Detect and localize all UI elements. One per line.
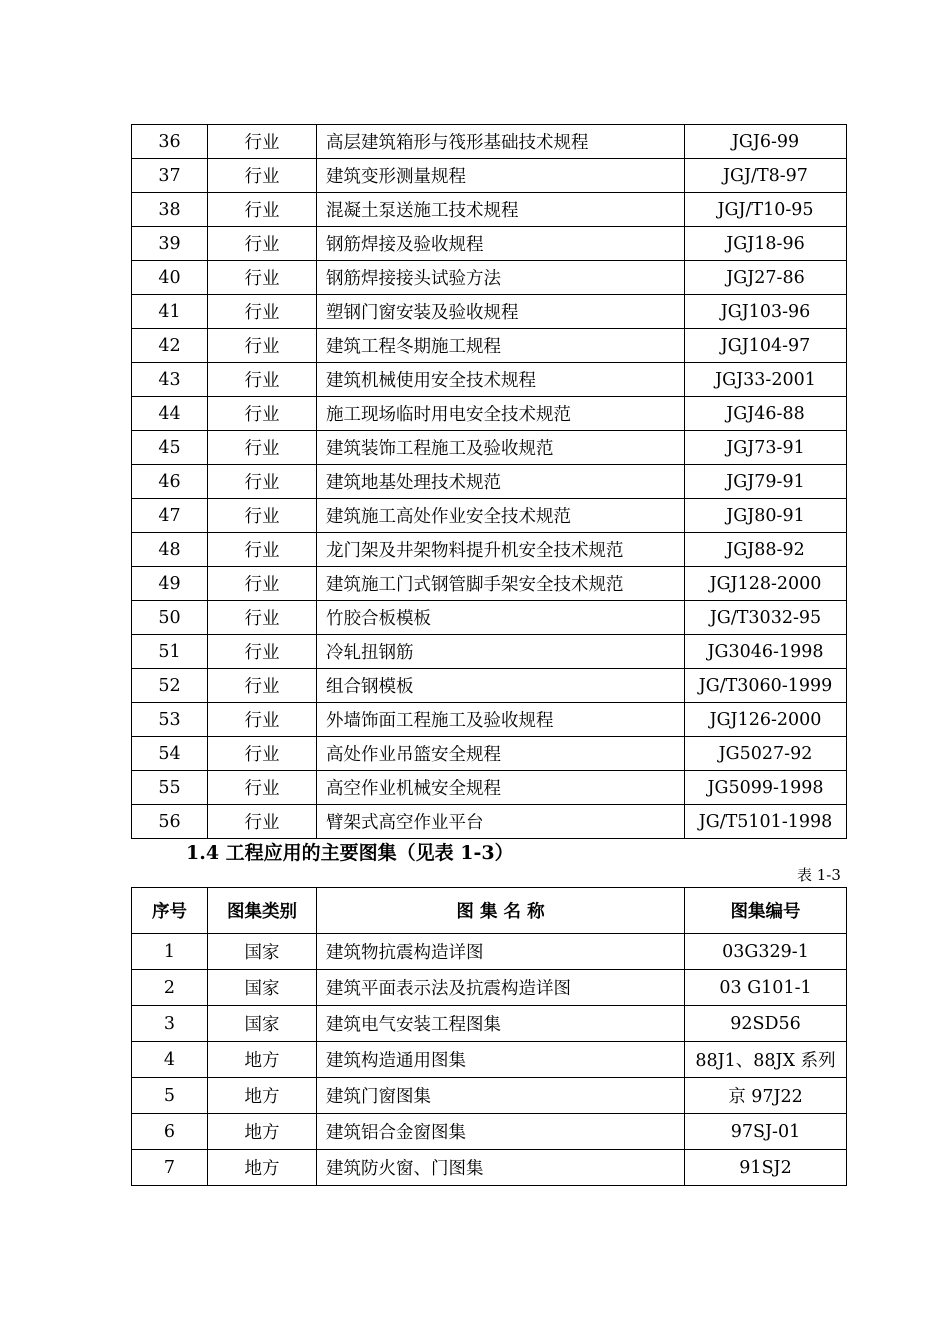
row-number: 47 <box>132 499 208 533</box>
row-category: 行业 <box>208 465 317 499</box>
row-name: 钢筋焊接接头试验方法 <box>317 261 685 295</box>
row-name: 建筑施工门式钢管脚手架安全技术规范 <box>317 567 685 601</box>
row-name: 建筑电气安装工程图集 <box>317 1006 685 1042</box>
row-code: JG/T3060-1999 <box>685 669 847 703</box>
row-category: 行业 <box>208 669 317 703</box>
row-category: 行业 <box>208 567 317 601</box>
row-name: 建筑工程冬期施工规程 <box>317 329 685 363</box>
row-category: 行业 <box>208 737 317 771</box>
row-code: JGJ46-88 <box>685 397 847 431</box>
row-code: 88J1、88JX 系列 <box>685 1042 847 1078</box>
row-number: 38 <box>132 193 208 227</box>
table-row <box>132 771 847 805</box>
table-row <box>132 465 847 499</box>
row-code: JG5027-92 <box>685 737 847 771</box>
row-category: 国家 <box>208 970 317 1006</box>
row-category: 地方 <box>208 1114 317 1150</box>
row-code: JGJ104-97 <box>685 329 847 363</box>
row-name: 施工现场临时用电安全技术规范 <box>317 397 685 431</box>
row-name: 建筑地基处理技术规范 <box>317 465 685 499</box>
row-category: 行业 <box>208 431 317 465</box>
row-category: 行业 <box>208 125 317 159</box>
atlas-table <box>131 887 847 1186</box>
row-category: 国家 <box>208 1006 317 1042</box>
row-number: 49 <box>132 567 208 601</box>
row-code: JG5099-1998 <box>685 771 847 805</box>
row-name: 建筑施工高处作业安全技术规范 <box>317 499 685 533</box>
row-category: 行业 <box>208 397 317 431</box>
row-number: 55 <box>132 771 208 805</box>
row-number: 1 <box>132 934 208 970</box>
row-number: 52 <box>132 669 208 703</box>
row-category: 地方 <box>208 1150 317 1186</box>
header-code: 图集编号 <box>685 888 847 934</box>
row-code: JGJ128-2000 <box>685 567 847 601</box>
row-number: 51 <box>132 635 208 669</box>
table-row <box>132 1006 847 1042</box>
row-code: 03G329-1 <box>685 934 847 970</box>
row-code: 03 G101-1 <box>685 970 847 1006</box>
row-number: 43 <box>132 363 208 397</box>
row-code: JGJ126-2000 <box>685 703 847 737</box>
table-row <box>132 533 847 567</box>
table-row <box>132 1042 847 1078</box>
row-number: 42 <box>132 329 208 363</box>
row-name: 臂架式高空作业平台 <box>317 805 685 839</box>
row-number: 6 <box>132 1114 208 1150</box>
row-name: 建筑装饰工程施工及验收规范 <box>317 431 685 465</box>
header-no: 序号 <box>132 888 208 934</box>
table-row <box>132 669 847 703</box>
row-number: 4 <box>132 1042 208 1078</box>
row-name: 龙门架及井架物料提升机安全技术规范 <box>317 533 685 567</box>
table-row <box>132 1078 847 1114</box>
row-number: 5 <box>132 1078 208 1114</box>
row-name: 建筑变形测量规程 <box>317 159 685 193</box>
row-category: 地方 <box>208 1042 317 1078</box>
atlas-table-header-row <box>132 888 847 934</box>
row-name: 钢筋焊接及验收规程 <box>317 227 685 261</box>
row-name: 竹胶合板模板 <box>317 601 685 635</box>
row-code: 京 97J22 <box>685 1078 847 1114</box>
table-row <box>132 329 847 363</box>
row-category: 行业 <box>208 193 317 227</box>
row-number: 7 <box>132 1150 208 1186</box>
row-number: 39 <box>132 227 208 261</box>
row-category: 行业 <box>208 329 317 363</box>
row-code: 92SD56 <box>685 1006 847 1042</box>
row-category: 行业 <box>208 227 317 261</box>
row-code: JG/T5101-1998 <box>685 805 847 839</box>
row-name: 冷轧扭钢筋 <box>317 635 685 669</box>
row-code: 97SJ-01 <box>685 1114 847 1150</box>
row-number: 36 <box>132 125 208 159</box>
row-code: JGJ27-86 <box>685 261 847 295</box>
row-code: JGJ80-91 <box>685 499 847 533</box>
row-name: 建筑物抗震构造详图 <box>317 934 685 970</box>
row-number: 46 <box>132 465 208 499</box>
row-number: 3 <box>132 1006 208 1042</box>
row-name: 高处作业吊篮安全规程 <box>317 737 685 771</box>
row-number: 41 <box>132 295 208 329</box>
row-number: 50 <box>132 601 208 635</box>
row-name: 高空作业机械安全规程 <box>317 771 685 805</box>
table-row <box>132 159 847 193</box>
table-row <box>132 1150 847 1186</box>
table-row <box>132 635 847 669</box>
row-number: 45 <box>132 431 208 465</box>
row-number: 56 <box>132 805 208 839</box>
table-row <box>132 499 847 533</box>
row-code: JGJ6-99 <box>685 125 847 159</box>
row-number: 54 <box>132 737 208 771</box>
row-number: 37 <box>132 159 208 193</box>
row-number: 2 <box>132 970 208 1006</box>
row-category: 行业 <box>208 499 317 533</box>
row-category: 行业 <box>208 295 317 329</box>
row-code: JGJ88-92 <box>685 533 847 567</box>
row-category: 行业 <box>208 635 317 669</box>
table-row <box>132 805 847 839</box>
row-category: 行业 <box>208 771 317 805</box>
row-code: JGJ33-2001 <box>685 363 847 397</box>
header-name: 图 集 名 称 <box>317 888 685 934</box>
table-row <box>132 261 847 295</box>
row-name: 塑钢门窗安装及验收规程 <box>317 295 685 329</box>
table-row <box>132 397 847 431</box>
row-code: JGJ18-96 <box>685 227 847 261</box>
table-row <box>132 1114 847 1150</box>
section-heading: 1.4 工程应用的主要图集（见表 1-3） <box>186 842 514 864</box>
table-row <box>132 295 847 329</box>
row-category: 行业 <box>208 159 317 193</box>
atlas-table-body <box>132 934 847 1186</box>
row-category: 行业 <box>208 533 317 567</box>
row-code: JGJ79-91 <box>685 465 847 499</box>
row-number: 40 <box>132 261 208 295</box>
table-caption: 表 1-3 <box>797 866 841 884</box>
table-row <box>132 567 847 601</box>
row-category: 行业 <box>208 601 317 635</box>
row-code: JGJ/T10-95 <box>685 193 847 227</box>
row-name: 建筑门窗图集 <box>317 1078 685 1114</box>
row-name: 组合钢模板 <box>317 669 685 703</box>
row-name: 混凝土泵送施工技术规程 <box>317 193 685 227</box>
row-code: JGJ103-96 <box>685 295 847 329</box>
table-row <box>132 703 847 737</box>
table-row <box>132 227 847 261</box>
row-code: JG3046-1998 <box>685 635 847 669</box>
row-category: 行业 <box>208 363 317 397</box>
table-row <box>132 125 847 159</box>
row-name: 建筑平面表示法及抗震构造详图 <box>317 970 685 1006</box>
table-row <box>132 193 847 227</box>
row-category: 行业 <box>208 703 317 737</box>
row-code: JGJ/T8-97 <box>685 159 847 193</box>
standards-table-body <box>132 125 847 839</box>
row-category: 地方 <box>208 1078 317 1114</box>
header-category: 图集类别 <box>208 888 317 934</box>
row-code: JG/T3032-95 <box>685 601 847 635</box>
row-name: 高层建筑箱形与筏形基础技术规程 <box>317 125 685 159</box>
row-name: 外墙饰面工程施工及验收规程 <box>317 703 685 737</box>
standards-table <box>131 124 847 839</box>
row-name: 建筑防火窗、门图集 <box>317 1150 685 1186</box>
row-number: 48 <box>132 533 208 567</box>
table-row <box>132 970 847 1006</box>
row-name: 建筑构造通用图集 <box>317 1042 685 1078</box>
table-row <box>132 737 847 771</box>
row-number: 53 <box>132 703 208 737</box>
row-category: 行业 <box>208 261 317 295</box>
row-name: 建筑机械使用安全技术规程 <box>317 363 685 397</box>
row-number: 44 <box>132 397 208 431</box>
row-category: 行业 <box>208 805 317 839</box>
row-name: 建筑铝合金窗图集 <box>317 1114 685 1150</box>
table-row <box>132 601 847 635</box>
table-row <box>132 363 847 397</box>
row-code: 91SJ2 <box>685 1150 847 1186</box>
table-row <box>132 934 847 970</box>
row-code: JGJ73-91 <box>685 431 847 465</box>
row-category: 国家 <box>208 934 317 970</box>
table-row <box>132 431 847 465</box>
